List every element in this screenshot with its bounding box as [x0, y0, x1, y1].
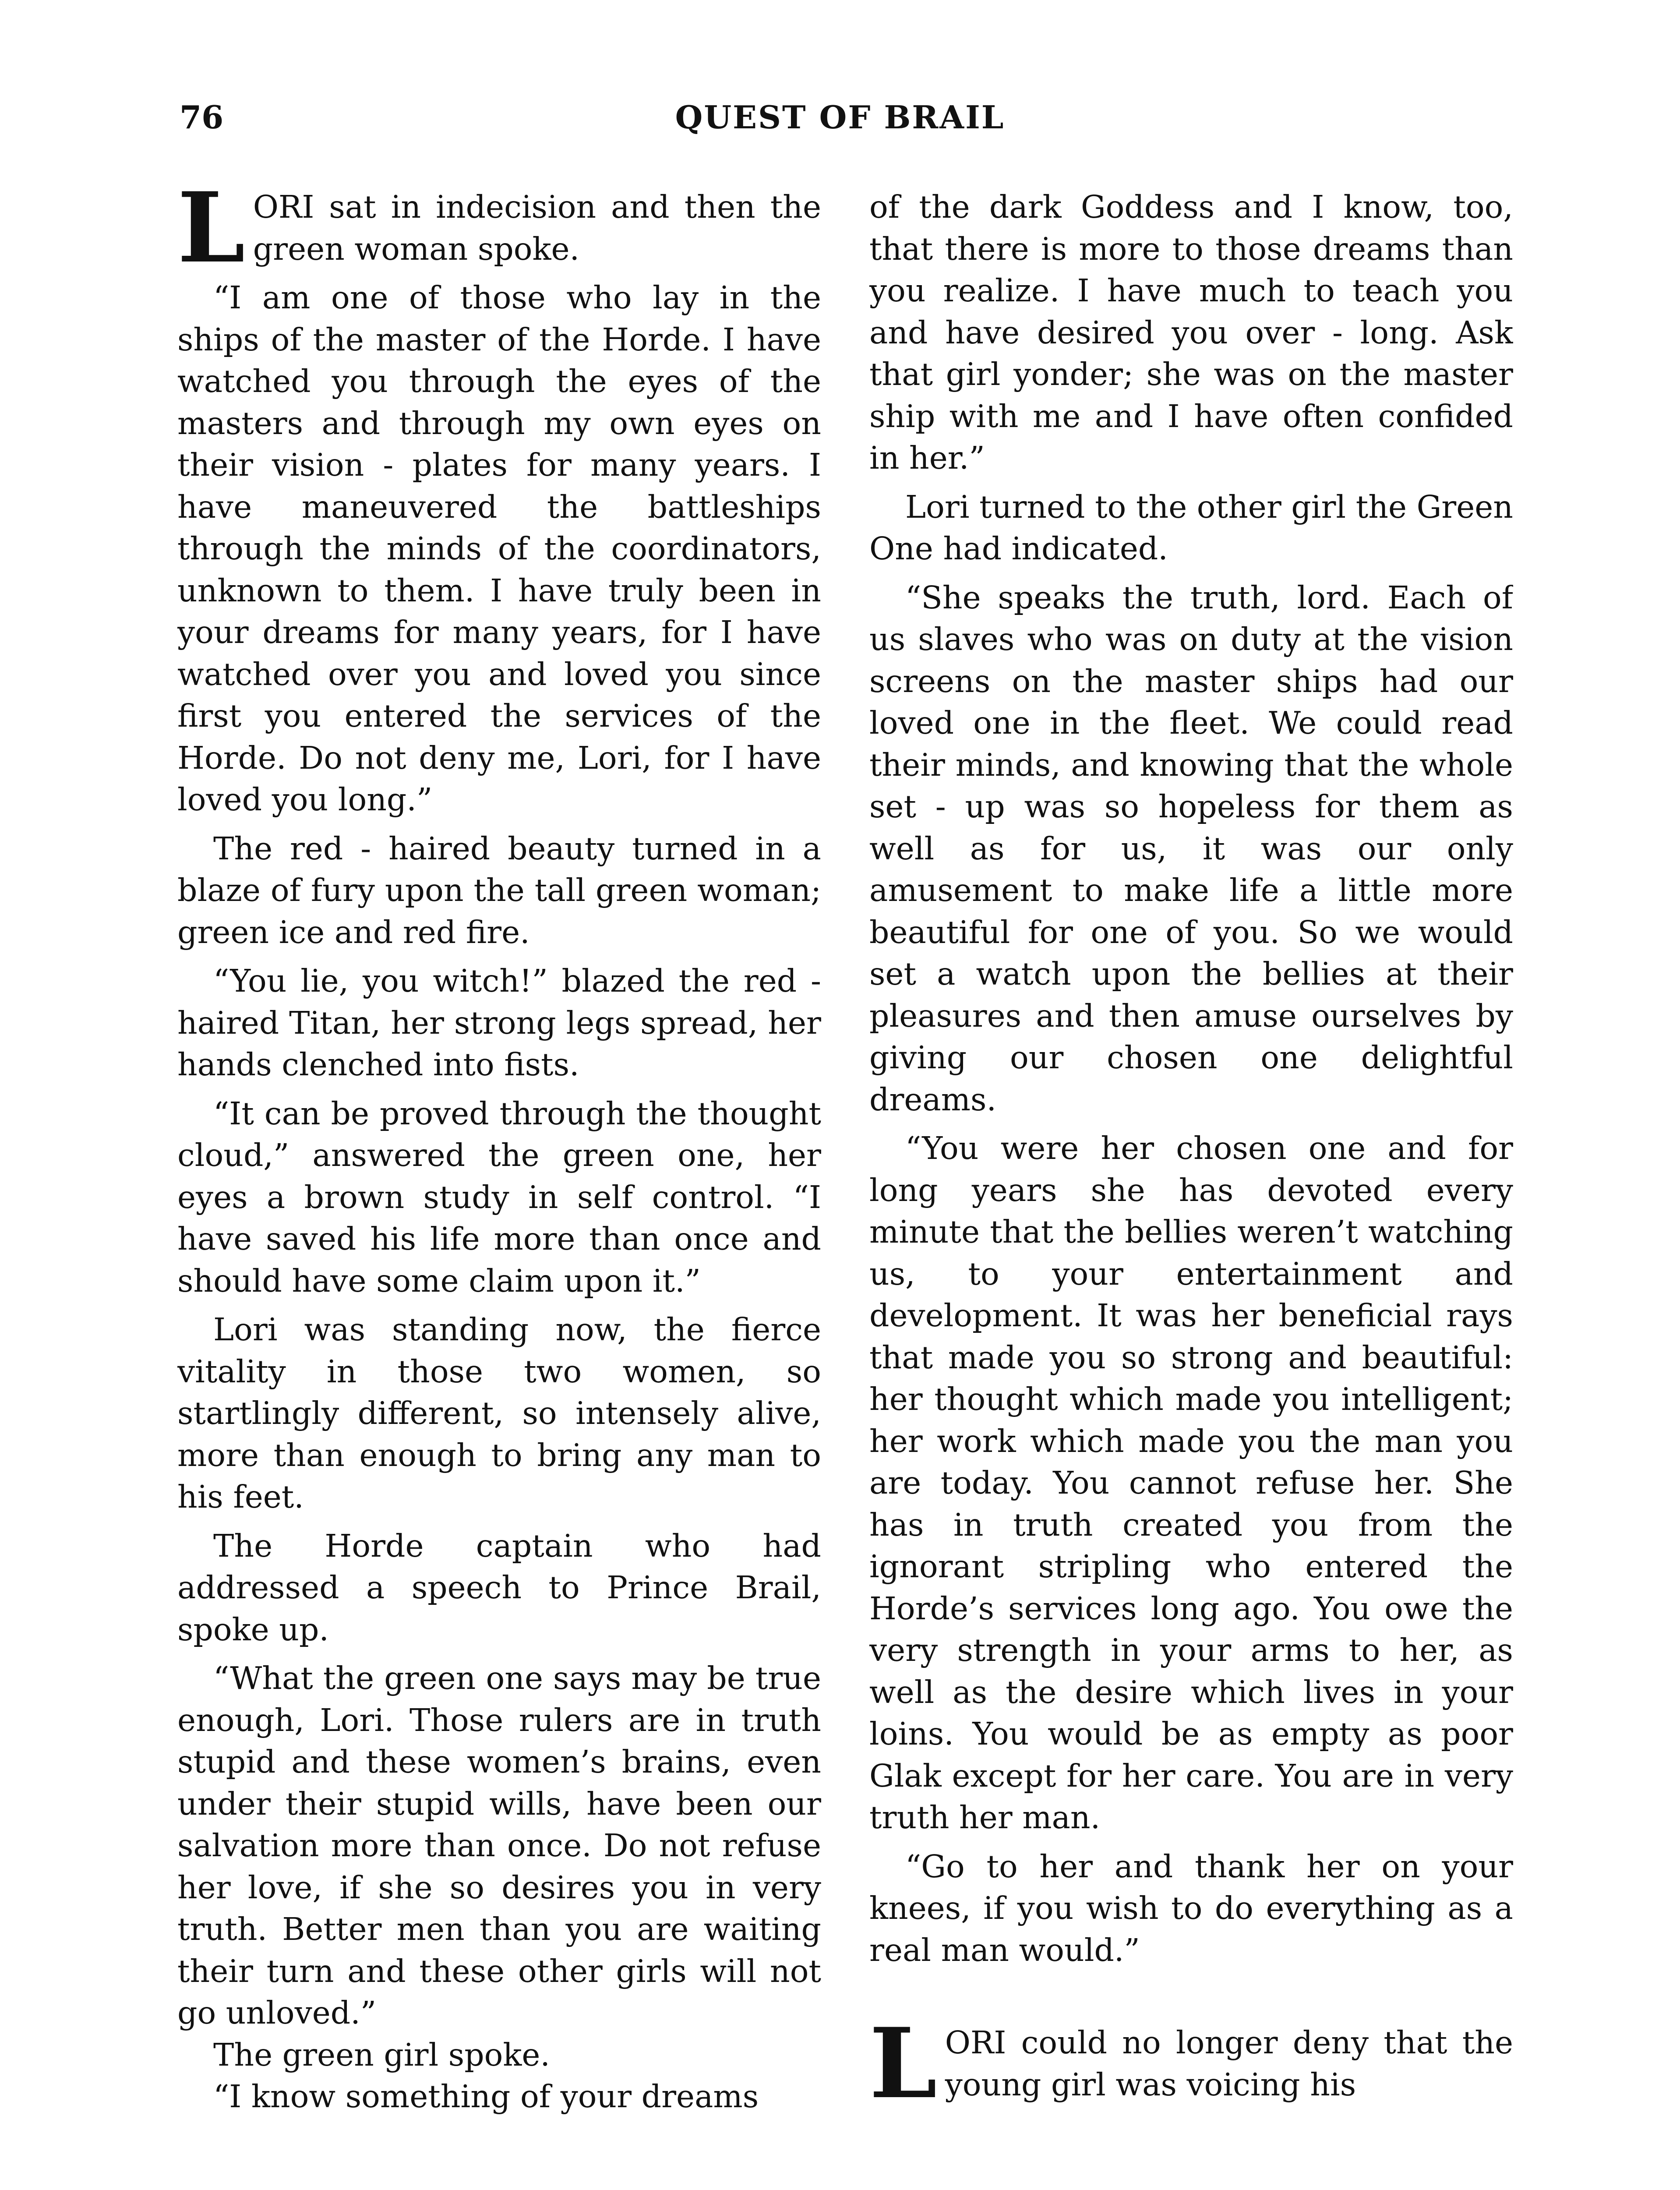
left-column — [177, 186, 821, 2190]
paragraph-text: ORI sat in indecision and then the green woman spoke. — [253, 189, 821, 267]
paragraph: “I know something of your dreams — [213, 2078, 759, 2115]
paragraph: Lori turned to the other girl the Green One had indicated. — [869, 488, 1513, 567]
paragraph: The Horde captain who had addressed a speech to Prince Brail, spoke up. — [177, 1527, 821, 1648]
drop-cap: L — [177, 186, 245, 284]
running-title: QUEST OF BRAIL — [675, 99, 1005, 136]
paragraph: The green girl spoke. — [213, 2036, 551, 2073]
paragraph: Lori was standing now, the fierce vitality in those two women, so startlingly different, so intensely alive, more than enough to bring any man to his feet. — [177, 1311, 821, 1515]
paragraph: “I am one of those who lay in the ships of the master of the Horde. I have watched you through the eyes of the masters and through my own eyes on their vision - plates for many years. I have maneuvered the battleships through the minds of the coordinators, unknown to them. I have truly been in your dreams for many years, for I have watched over you and loved you since first you entered the services of the Horde. Do not deny me, Lori, for I have loved you long.” — [177, 279, 821, 818]
paragraph: “You were her chosen one and for long years she has devoted every minute that the bellies weren’t watching us, to your entertainment and development. It was her beneficial rays that made you so strong and beautiful: her thought which made you intelligent; her work which made you the man you are today. You cannot refuse her. She has in truth created you from the ignorant stripling who entered the Horde’s services long ago. You owe the very strength in your arms to her, as well as the desire which lives in your loins. You would be as empty as poor Glak except for her care. You are in very truth her man. — [869, 1130, 1513, 1836]
right-column — [869, 186, 1513, 2190]
drop-cap: L — [869, 2006, 937, 2120]
paragraph: “It can be proved through the thought cloud,” answered the green one, her eyes a brown study in self control. “I have saved his life more than once and should have some claim upon it.” — [177, 1095, 821, 1299]
paragraph: “Go to her and thank her on your knees, if you wish to do everything as a real man would.” — [869, 1848, 1513, 1968]
paragraph: “What the green one says may be true enough, Lori. Those rulers are in truth stupid and these women’s brains, even under their stupid wills, have been our salvation more than once. Do not refuse her love, if she so desires you in very truth. Better men than you are waiting their turn and these other girls will not go unloved.” — [177, 1660, 821, 2031]
paragraph — [869, 2006, 1513, 2120]
page-number: 76 — [180, 99, 224, 136]
paragraph — [177, 186, 821, 284]
paragraph: of the dark Goddess and I know, too, that there is more to those dreams than you realize. I have much to teach you and have desired you over - long. Ask that girl yonder; she was on the master ship with me and I have often confided in her.” — [869, 189, 1513, 476]
section-break — [869, 1978, 1513, 2022]
paragraph: “You lie, you witch!” blazed the red - haired Titan, her strong legs spread, her hands clenched into fists. — [177, 963, 821, 1083]
paragraph-text: ORI could no longer deny that the young girl was voicing his — [945, 2024, 1513, 2103]
paragraph: “She speaks the truth, lord. Each of us slaves who was on duty at the vision screens on the master ships had our loved one in the fleet. We could read their minds, and knowing that the whole set - up was so hopeless for them as well as for us, it was our only amusement to make life a little more beautiful for one of you. So we would set a watch upon the bellies at their pleasures and then amuse ourselves by giving our chosen one delightful dreams. — [869, 579, 1513, 1118]
paragraph: The red - haired beauty turned in a blaze of fury upon the tall green woman; green ice and red fire. — [177, 830, 821, 950]
